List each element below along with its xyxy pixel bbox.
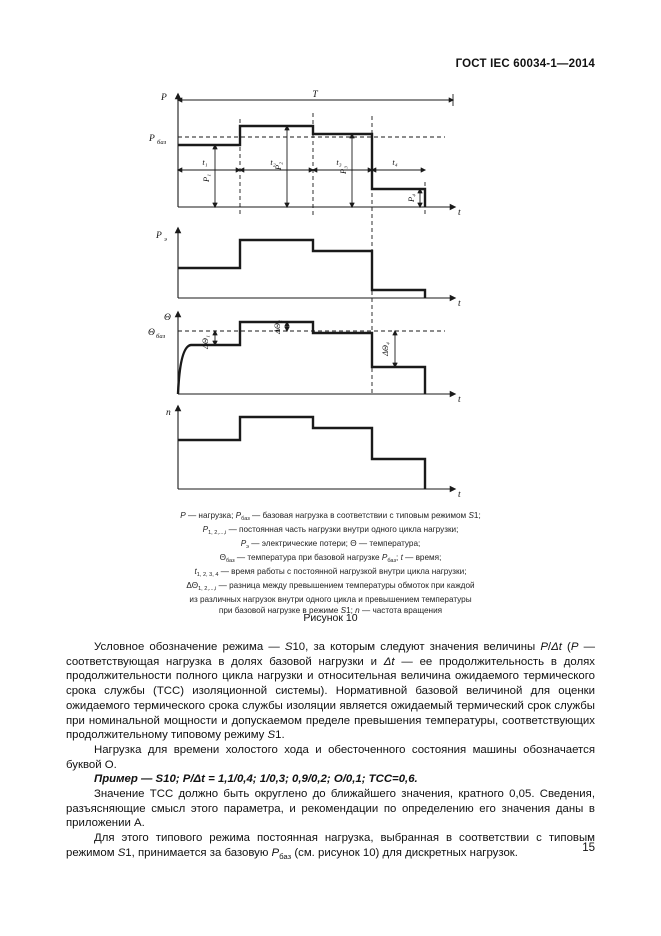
legend-line: $P_{1, 2,...,i}$ — постоянная часть нагрузки внутри одного цикла нагрузки; [202,524,459,537]
figure-caption: Рисунок 10 [303,612,358,624]
figure-legend [66,511,595,616]
example-paragraph: Пример — S10; P/Δt = 1,1/0,4; 1/0,3; 0,9/0,2; О/0,1; ТСС=0,6. [94,773,418,786]
legend-line: $\Delta\Theta_{1, 2,...,i}$ — разница между превышением температуры обмоток при каждой [186,580,475,592]
label-t3: t₃ [336,158,342,167]
label-t-2: t [458,299,461,309]
body-paragraph: Значение ТСС должно быть округлено до ближайшего значения, кратного 0,05. Сведения, разъясняющие смысл этого параметра, и рекомендации по определению его значения даны в приложении А. [66,788,595,830]
label-dtheta4: ΔΘ₄ [381,342,390,356]
body-paragraph: Для этого типового режима постоянная нагрузка, выбранная в соответствии с типовым режимом S1, принимается за базовую $P_{баз}$ (см. рисунок 10) для дискретных нагрузок. [66,832,595,861]
body-paragraph: Нагрузка для времени холостого хода и обесточенного состояния машины обозначается буквой О. [66,743,595,771]
label-pe-sub: э [164,236,167,243]
label-theta: Θ [164,313,171,323]
label-p-baz: P [149,134,155,144]
document-header: ГОСТ IEC 60034-1—2014 [455,58,595,70]
body-text [66,640,595,864]
legend-line: при базовой нагрузке в режиме S1; n — частота вращения [218,605,443,615]
page-number: 15 [582,842,595,854]
label-P1: P₁ [202,173,211,183]
legend-line: из различных нагрузок внутри одного цикла и превышением температуры [189,594,472,604]
label-P3: P₃ [339,165,348,175]
label-t-3: t [458,395,461,405]
electrical-losses-diagram [155,228,461,309]
legend-line: $P_э$ — электрические потери; Θ — температура; [240,538,421,551]
label-T: T [312,90,318,100]
label-t1: t₁ [202,158,208,167]
label-P: P [161,93,167,103]
label-t2: t₂ [270,158,276,167]
body-paragraph: Условное обозначение режима — S10, за которым следуют значения величины P/Δt (P — соответствующая нагрузка в долях базовой нагрузки и Δt — ее продолжительность в долях продолжительности полного цикла нагрузки и относительная величина ожидаемого термического срока службы (ТСС) изоляционной системы). Нормативной базовой величиной для оценки ожидаемого термического срока службы изоляции является ожидаемый термический срок службы при номинальной мощности и допускаемом пределе превышения температуры, соответствующих продолжительному типовому режиму S1. [66,641,595,742]
label-t-4: t [458,490,461,500]
load-diagram [148,90,461,218]
figure-10-diagram [145,86,475,506]
label-dtheta2: ΔΘ₂ [273,320,282,334]
legend-line: P — нагрузка; $P_{баз}$ — базовая нагрузка в соответствии с типовым режимом S1; [180,511,481,523]
label-P4: P₄ [407,193,416,203]
label-theta-baz-sub: баз [156,333,166,340]
label-p-baz-sub: баз [157,139,167,146]
temperature-diagram [148,312,461,405]
label-theta-baz: Θ [148,328,155,338]
speed-diagram [166,406,461,500]
speed-curve [178,417,425,489]
label-dtheta1: ΔΘ₁ [201,335,210,349]
label-pe: P [156,231,162,241]
legend-line: $t_{1, 2, 3, 4}$ — время работы с постоянной нагрузкой внутри цикла нагрузки; [194,566,467,578]
legend-line: $\Theta_{баз}$ — температура при базовой нагрузке $P_{баз}$; t — время; [219,552,442,565]
losses-curve [178,240,425,298]
label-t-1: t [458,208,461,218]
label-P2: P₂ [274,161,283,171]
label-n: n [166,408,171,418]
label-t4: t₄ [392,158,398,167]
